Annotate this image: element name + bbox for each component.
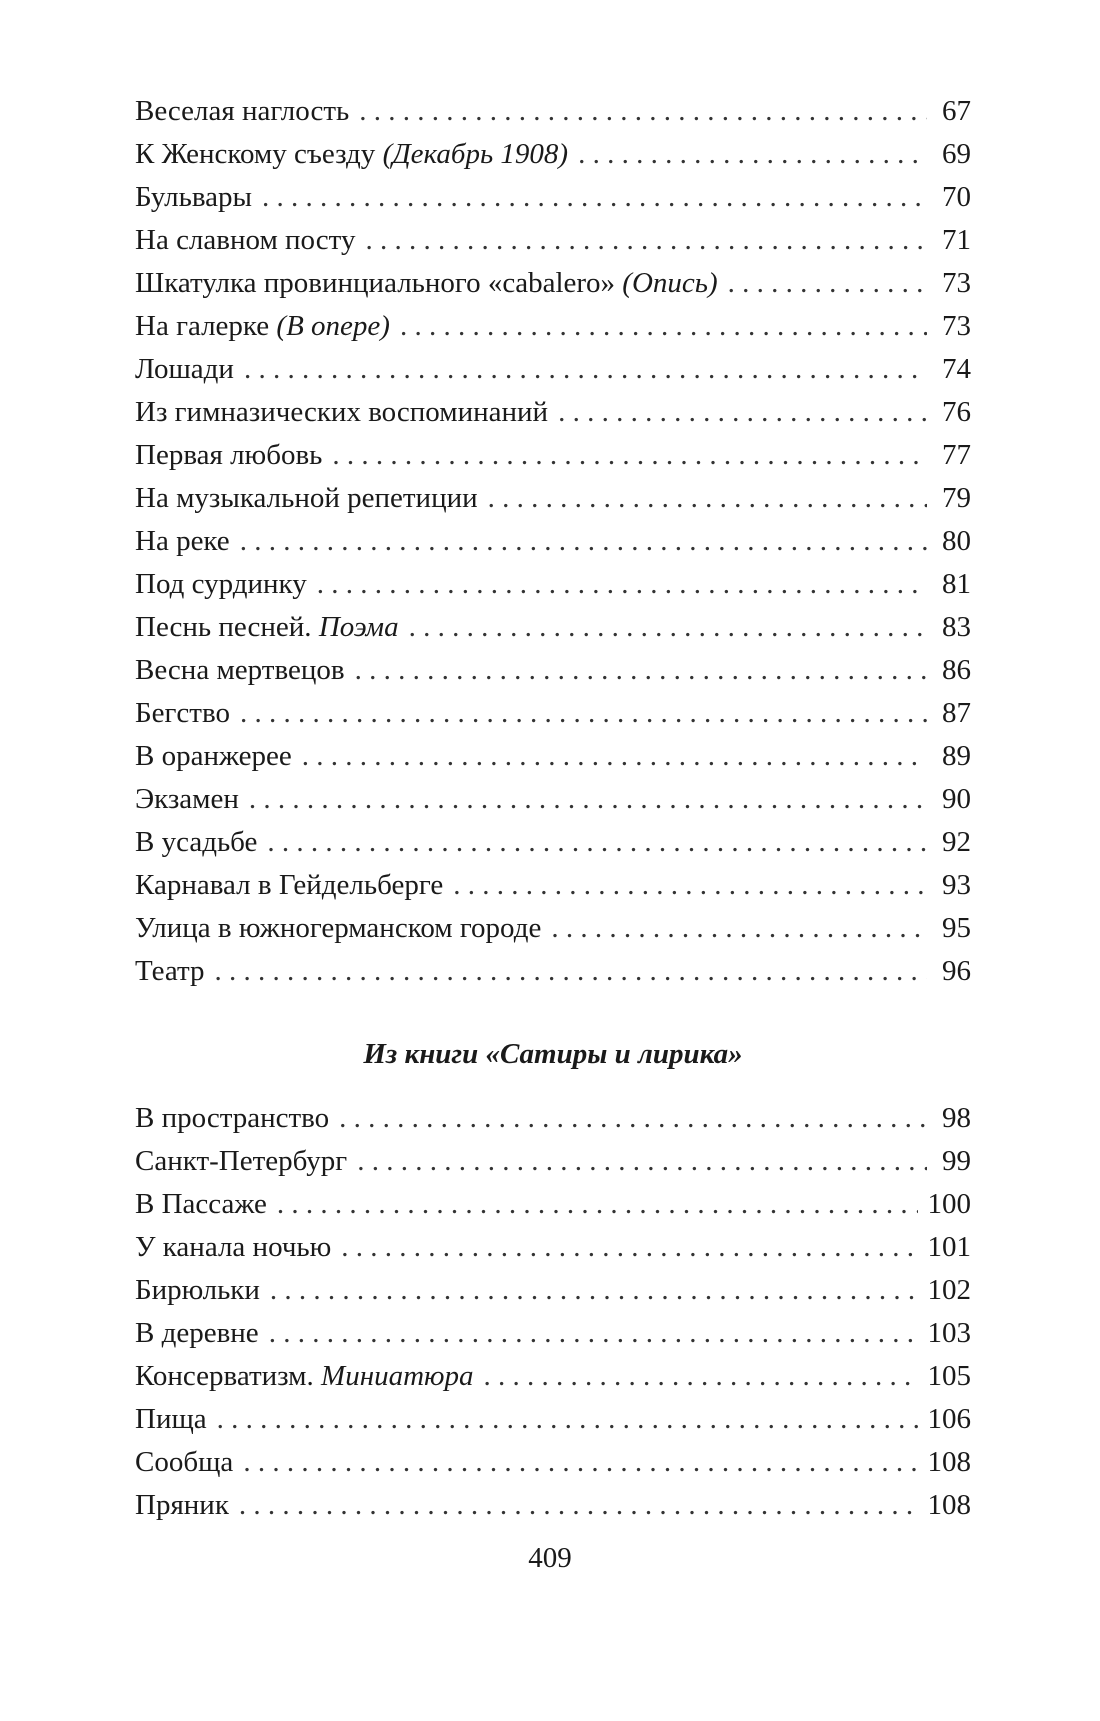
dot-leader — [239, 1484, 918, 1527]
toc-section-2 — [135, 1097, 971, 1527]
toc-entry-main-title: В усадьбе — [135, 826, 258, 858]
toc-entry — [135, 950, 971, 993]
toc-entry-title — [135, 391, 548, 434]
toc-entry — [135, 434, 971, 477]
toc-entry-title — [135, 1183, 267, 1226]
dot-leader — [270, 1269, 918, 1312]
toc-entry-main-title: На славном посту — [135, 224, 356, 256]
dot-leader — [267, 821, 927, 864]
toc-entry-page: 95 — [942, 912, 971, 944]
toc-entry-title — [135, 176, 252, 219]
toc-entry-main-title: Лошади — [135, 353, 234, 385]
toc-entry — [135, 133, 971, 176]
dot-leader — [317, 563, 927, 606]
dot-leader — [214, 950, 927, 993]
dot-leader — [355, 649, 927, 692]
toc-entry — [135, 262, 971, 305]
toc-entry-main-title: Бегство — [135, 697, 230, 729]
toc-entry — [135, 348, 971, 391]
toc-entry-page: 100 — [927, 1188, 971, 1220]
toc-entry-main-title: На музыкальной репетиции — [135, 482, 478, 514]
toc-entry-title — [135, 1312, 259, 1355]
toc-entry-page: 96 — [942, 955, 971, 987]
toc-entry-main-title: Под сурдинку — [135, 568, 307, 600]
toc-entry-main-title: В оранжерее — [135, 740, 292, 772]
dot-leader — [728, 262, 927, 305]
toc-entry-page: 87 — [942, 697, 971, 729]
toc-entry-main-title: У канала ночью — [135, 1231, 332, 1263]
dot-leader — [249, 778, 927, 821]
toc-entry — [135, 1312, 971, 1355]
toc-entry-title — [135, 90, 349, 133]
toc-entry-title — [135, 434, 322, 477]
toc-entry-title — [135, 1140, 347, 1183]
toc-entry-page: 90 — [942, 783, 971, 815]
toc-entry — [135, 1226, 971, 1269]
toc-entry-main-title: Экзамен — [135, 783, 239, 815]
toc-entry-title — [135, 305, 390, 348]
toc-entry-subtitle: (Декабрь 1908) — [382, 138, 569, 170]
toc-entry-page: 106 — [927, 1403, 971, 1435]
toc-entry-title — [135, 133, 568, 176]
dot-leader — [243, 1441, 917, 1484]
toc-entry — [135, 219, 971, 262]
toc-entry-main-title: Бирюльки — [135, 1274, 260, 1306]
toc-entry — [135, 649, 971, 692]
toc-entry-main-title: Консерватизм. — [135, 1360, 322, 1392]
toc-entry-title — [135, 1398, 207, 1441]
toc-entry — [135, 778, 971, 821]
dot-leader — [488, 477, 927, 520]
toc-entry-subtitle: (Опись) — [622, 267, 718, 299]
toc-entry-page: 93 — [942, 869, 971, 901]
toc-entry-main-title: Весна мертвецов — [135, 654, 345, 686]
dot-leader — [453, 864, 927, 907]
toc-entry — [135, 1355, 971, 1398]
dot-leader — [339, 1097, 927, 1140]
toc-entry-page: 76 — [942, 396, 971, 428]
toc-entry — [135, 1269, 971, 1312]
toc-entry — [135, 864, 971, 907]
toc-entry — [135, 477, 971, 520]
table-of-contents — [135, 90, 971, 1527]
toc-entry — [135, 606, 971, 649]
dot-leader — [483, 1355, 917, 1398]
toc-entry-page: 80 — [942, 525, 971, 557]
toc-entry-title — [135, 520, 230, 563]
toc-entry-title — [135, 907, 541, 950]
toc-entry-main-title: В деревне — [135, 1317, 259, 1349]
toc-entry-title — [135, 1269, 260, 1312]
toc-entry-page: 89 — [942, 740, 971, 772]
toc-entry-title — [135, 821, 257, 864]
toc-entry-main-title: В пространство — [135, 1102, 330, 1134]
toc-entry-page: 70 — [942, 181, 971, 213]
toc-entry — [135, 1140, 971, 1183]
toc-entry-main-title: Пища — [135, 1403, 207, 1435]
dot-leader — [359, 90, 927, 133]
toc-entry-page: 86 — [942, 654, 971, 686]
toc-entry-main-title: Сообща — [135, 1446, 234, 1478]
toc-entry-main-title: Карнавал в Гейдельберге — [135, 869, 444, 901]
toc-entry-main-title: Улица в южногерманском городе — [135, 912, 542, 944]
dot-leader — [365, 219, 927, 262]
toc-entry — [135, 1441, 971, 1484]
toc-entry-main-title: На галерке — [135, 310, 277, 342]
toc-entry-page: 74 — [942, 353, 971, 385]
toc-entry-main-title: Театр — [135, 955, 205, 987]
toc-entry-title — [135, 563, 307, 606]
toc-entry-page: 92 — [942, 826, 971, 858]
toc-entry-title — [135, 864, 443, 907]
toc-entry-page: 81 — [942, 568, 971, 600]
toc-entry-page: 108 — [927, 1489, 971, 1521]
toc-entry-page: 71 — [942, 224, 971, 256]
toc-entry-page: 69 — [942, 138, 971, 170]
toc-entry-main-title: Пряник — [135, 1489, 229, 1521]
toc-entry — [135, 1398, 971, 1441]
toc-entry-title — [135, 219, 355, 262]
dot-leader — [341, 1226, 917, 1269]
toc-entry-main-title: Санкт-Петербург — [135, 1145, 348, 1177]
toc-entry — [135, 1183, 971, 1226]
dot-leader — [578, 133, 927, 176]
toc-entry-main-title: Первая любовь — [135, 439, 323, 471]
dot-leader — [244, 348, 927, 391]
toc-entry — [135, 563, 971, 606]
toc-entry-subtitle: (В опере) — [276, 310, 390, 342]
toc-entry-title — [135, 1484, 229, 1527]
toc-entry-title — [135, 1226, 331, 1269]
page-number: 409 — [528, 1542, 572, 1574]
dot-leader — [558, 391, 927, 434]
toc-entry-main-title: Песнь песней. — [135, 611, 319, 643]
toc-entry-page: 105 — [927, 1360, 971, 1392]
toc-entry-title — [135, 950, 204, 993]
toc-entry-title — [135, 649, 345, 692]
toc-entry — [135, 391, 971, 434]
dot-leader — [551, 907, 927, 950]
toc-entry — [135, 735, 971, 778]
toc-entry-title — [135, 348, 234, 391]
dot-leader — [240, 692, 927, 735]
toc-entry-title — [135, 1355, 473, 1398]
toc-entry-title — [135, 1441, 233, 1484]
toc-entry-main-title: На реке — [135, 525, 230, 557]
toc-entry-page: 73 — [942, 310, 971, 342]
toc-entry-title — [135, 692, 230, 735]
toc-section-1 — [135, 90, 971, 993]
toc-entry-page: 108 — [927, 1446, 971, 1478]
toc-entry — [135, 520, 971, 563]
dot-leader — [240, 520, 927, 563]
toc-entry-subtitle: Миниатюра — [321, 1360, 474, 1392]
toc-entry — [135, 821, 971, 864]
toc-entry — [135, 176, 971, 219]
toc-entry — [135, 692, 971, 735]
toc-entry — [135, 907, 971, 950]
toc-entry-page: 101 — [927, 1231, 971, 1263]
toc-entry-title — [135, 262, 718, 305]
toc-entry-main-title: Из гимназических воспоминаний — [135, 396, 549, 428]
dot-leader — [357, 1140, 927, 1183]
toc-entry — [135, 1097, 971, 1140]
toc-entry-page: 73 — [942, 267, 971, 299]
toc-entry-title — [135, 606, 399, 649]
toc-entry-main-title: В Пассаже — [135, 1188, 267, 1220]
dot-leader — [217, 1398, 918, 1441]
dot-leader — [400, 305, 927, 348]
toc-entry — [135, 1484, 971, 1527]
toc-entry-title — [135, 1097, 329, 1140]
toc-entry-page: 98 — [942, 1102, 971, 1134]
dot-leader — [332, 434, 927, 477]
toc-entry-page: 83 — [942, 611, 971, 643]
toc-entry-page: 99 — [942, 1145, 971, 1177]
toc-entry-title — [135, 778, 239, 821]
toc-entry-main-title: Веселая наглость — [135, 95, 350, 127]
toc-entry-page: 77 — [942, 439, 971, 471]
toc-entry-main-title: К Женскому съезду — [135, 138, 383, 170]
toc-entry — [135, 90, 971, 133]
toc-entry-page: 103 — [927, 1317, 971, 1349]
dot-leader — [409, 606, 927, 649]
toc-entry-main-title: Шкатулка провинциального «cabalero» — [135, 267, 623, 299]
dot-leader — [302, 735, 927, 778]
toc-entry-subtitle: Поэма — [318, 611, 399, 643]
toc-entry-main-title: Бульвары — [135, 181, 253, 213]
toc-entry-page: 79 — [942, 482, 971, 514]
toc-entry — [135, 305, 971, 348]
toc-entry-page: 67 — [942, 95, 971, 127]
dot-leader — [269, 1312, 918, 1355]
dot-leader — [277, 1183, 918, 1226]
dot-leader — [262, 176, 927, 219]
section-heading: Из книги «Сатиры и лирика» — [363, 1038, 743, 1070]
toc-entry-title — [135, 477, 478, 520]
toc-entry-page: 102 — [927, 1274, 971, 1306]
toc-entry-title — [135, 735, 292, 778]
